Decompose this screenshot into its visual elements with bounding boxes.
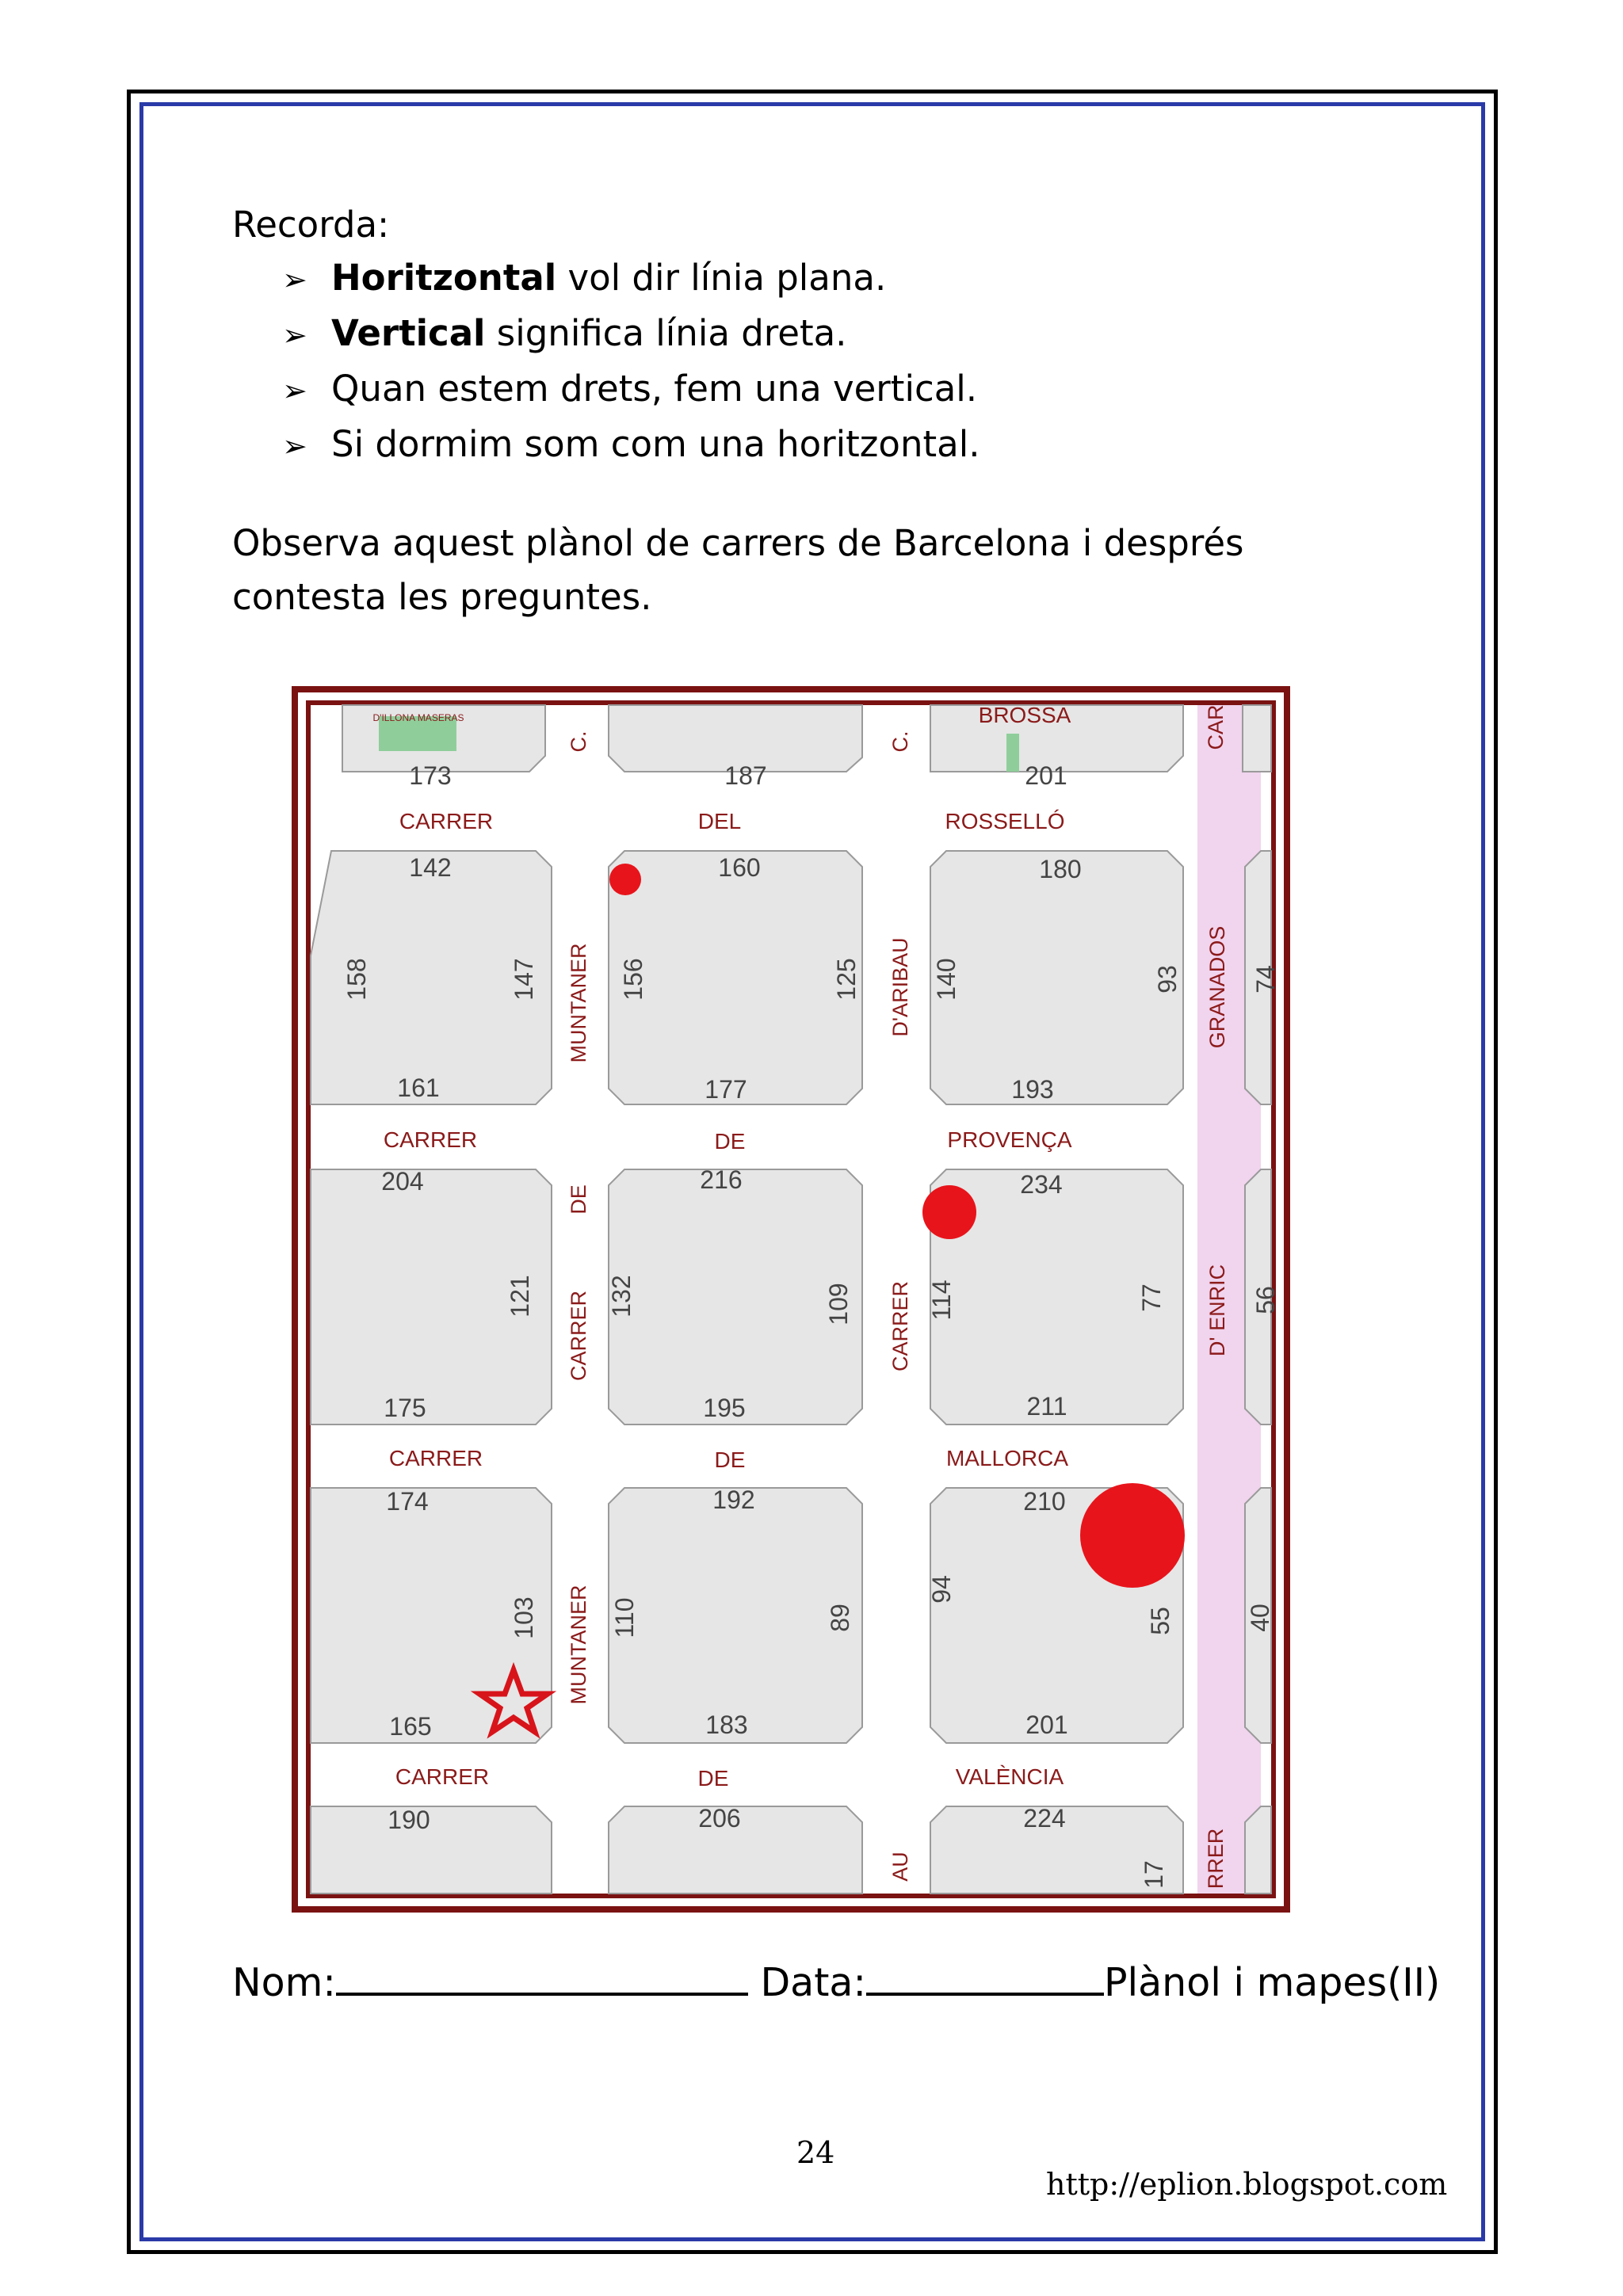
street-label-aribau: D'ARIBAU [888, 937, 912, 1037]
arrowhead-bullet-icon: ➢ [282, 318, 307, 353]
building-number: 187 [724, 761, 767, 790]
building-number: 224 [1023, 1804, 1066, 1833]
arrowhead-bullet-icon: ➢ [282, 373, 307, 408]
name-field-line[interactable] [336, 1953, 748, 1996]
building-number: 180 [1039, 855, 1082, 883]
building-number: 56 [1251, 1286, 1280, 1314]
building-number: 190 [388, 1806, 430, 1834]
building-number: 109 [824, 1283, 853, 1325]
street-label: C. [567, 730, 590, 753]
building-number: 125 [832, 958, 861, 1001]
date-label: Data: [760, 1960, 866, 2005]
building-number: 210 [1023, 1487, 1066, 1516]
building-number: 103 [510, 1596, 538, 1639]
rule-text: vol dir línia plana. [556, 257, 887, 299]
recorda-heading: Recorda: [232, 204, 390, 246]
rule-text: Quan estem drets, fem una vertical. [331, 368, 978, 410]
building-number: 160 [718, 853, 761, 882]
worksheet-title: Plànol i mapes(II) [1103, 1960, 1441, 2005]
rule-item [282, 362, 980, 418]
rule-item [282, 251, 980, 307]
building-number: 132 [607, 1275, 636, 1318]
building-number: 195 [703, 1394, 746, 1422]
building-number: 121 [506, 1275, 534, 1318]
street-label: DE [567, 1184, 590, 1215]
instruction-text: Observa aquest plànol de carrers de Barcelona i després contesta les preguntes. [232, 522, 1244, 618]
street-label: CARRER [888, 1280, 912, 1372]
street-label: DE [697, 1766, 729, 1791]
park-label: D'ILLONA MASERAS [372, 712, 464, 723]
building-number: 193 [1011, 1075, 1054, 1104]
building-number: 147 [510, 958, 538, 1001]
building-number: 74 [1251, 965, 1280, 994]
street-label: CAR [1204, 704, 1228, 750]
building-number: 211 [1026, 1392, 1067, 1421]
street-label-provenca: PROVENÇA [947, 1127, 1072, 1152]
building-number: 204 [381, 1167, 424, 1196]
street-label-rossello: ROSSELLÓ [945, 809, 1065, 833]
arrowhead-bullet-icon: ➢ [282, 262, 307, 297]
building-number: 201 [1025, 1711, 1068, 1739]
street-label: C. [888, 730, 912, 753]
building-number: 156 [619, 958, 647, 1001]
source-url: http://eplion.blogspot.com [1046, 2167, 1448, 2202]
building-number: 174 [386, 1487, 429, 1516]
building-number: 177 [705, 1075, 747, 1104]
street-label: DE [714, 1447, 746, 1472]
building-number: 206 [698, 1804, 741, 1833]
building-number: 89 [826, 1604, 854, 1632]
rule-term: Vertical [331, 312, 486, 354]
building-number: 175 [384, 1394, 426, 1422]
street-label: RRER [1204, 1828, 1228, 1890]
street-label-muntaner: MUNTANER [567, 1585, 590, 1705]
building-number: 94 [927, 1575, 956, 1604]
building-number: 40 [1246, 1604, 1274, 1632]
street-label-valencia: VALÈNCIA [955, 1764, 1064, 1789]
marker-small-circle [609, 864, 641, 895]
building-number: 93 [1153, 965, 1182, 994]
barcelona-street-map [292, 686, 1290, 1913]
street-label-muntaner: MUNTANER [567, 943, 590, 1063]
page-number: 24 [796, 2135, 835, 2170]
marker-medium-circle [922, 1185, 976, 1239]
rule-item [282, 418, 980, 473]
street-label: CARRER [399, 809, 494, 833]
street-label: AU [888, 1852, 912, 1882]
building-number: 173 [409, 761, 452, 790]
building-number: 142 [409, 853, 452, 882]
street-label: CARRER [395, 1764, 490, 1789]
rule-item [282, 307, 980, 362]
building-number: 55 [1146, 1607, 1174, 1635]
street-label-mallorca: MALLORCA [945, 1446, 1069, 1470]
building-number: 158 [342, 958, 371, 1001]
street-label: CARRER [383, 1127, 478, 1152]
building-number: 192 [712, 1486, 755, 1514]
building-number: 114 [927, 1280, 956, 1321]
street-label-brossa: BROSSA [978, 703, 1071, 727]
street-label-granados: GRANADOS [1205, 925, 1229, 1049]
marker-large-circle [1080, 1483, 1185, 1588]
building-number: 216 [700, 1165, 743, 1194]
arrowhead-bullet-icon: ➢ [282, 429, 307, 463]
building-number: 234 [1020, 1170, 1063, 1199]
rule-text: significa línia dreta. [485, 312, 847, 354]
rule-term: Horitzontal [331, 257, 557, 299]
name-label: Nom: [232, 1960, 336, 2005]
rules-list [282, 251, 980, 473]
footer-line [232, 1953, 1440, 2009]
building-number: 17 [1140, 1860, 1168, 1889]
street-label: DEL [697, 809, 742, 833]
rule-text: Si dormim som com una horitzontal. [331, 423, 980, 465]
building-number: 201 [1025, 761, 1067, 790]
building-number: 165 [389, 1712, 432, 1741]
building-number: 110 [610, 1597, 639, 1638]
street-label: DE [714, 1129, 746, 1154]
date-field-line[interactable] [866, 1953, 1104, 1996]
street-label-enric: D' ENRIC [1205, 1264, 1229, 1357]
building-number: 183 [705, 1711, 748, 1739]
street-label: CARRER [388, 1446, 483, 1470]
building-number: 77 [1137, 1283, 1166, 1312]
street-label: CARRER [567, 1290, 590, 1382]
building-number: 140 [932, 958, 960, 1001]
building-number: 161 [397, 1074, 440, 1102]
